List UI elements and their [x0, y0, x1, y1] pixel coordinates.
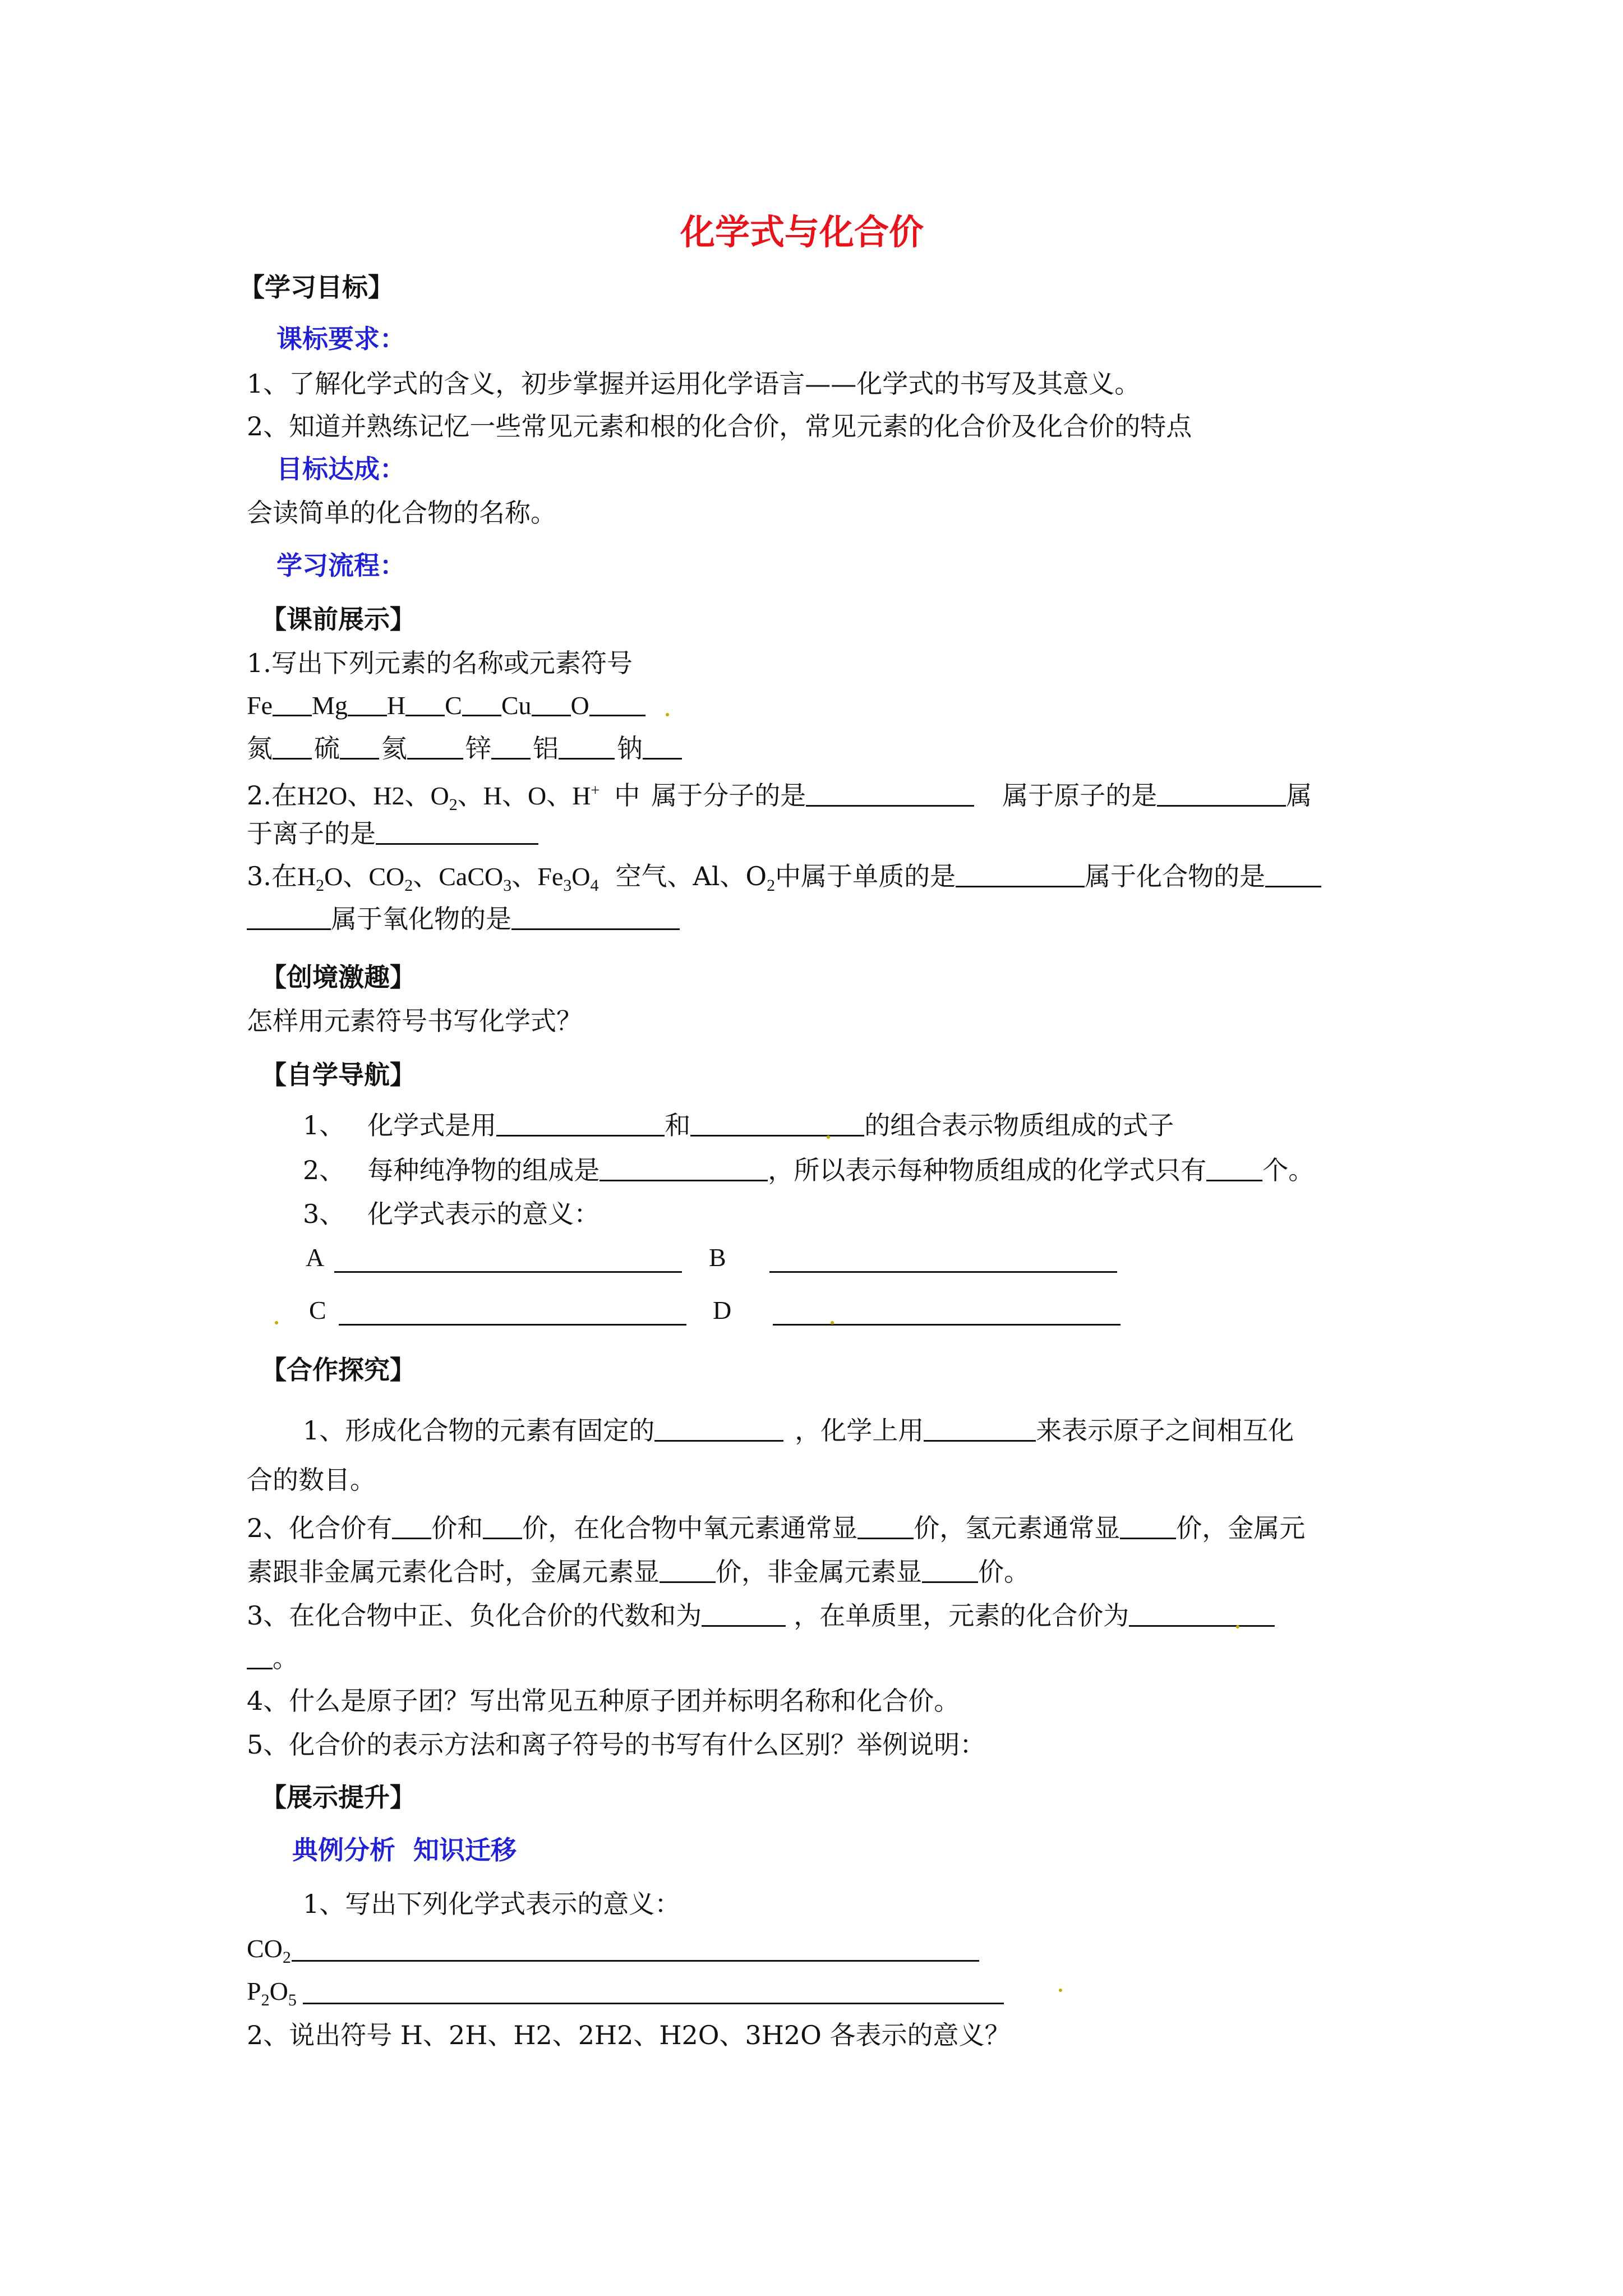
q3-oxide-label: 属于氧化物的是	[331, 904, 511, 934]
preview-q1: 1.写出下列元素的名称或元素符号	[247, 648, 633, 678]
co2-label	[247, 1932, 291, 1975]
show-q1: 1、写出下列化学式表示的意义：	[303, 1889, 681, 1919]
heading-show: 【展示提升】	[261, 1782, 416, 1812]
coop-2-blank-d[interactable]	[1120, 1513, 1176, 1539]
selfstudy-1-blank-b[interactable]	[690, 1110, 864, 1137]
q2-formula-list: H2O、H2、O	[297, 781, 449, 810]
meaning-a-blank[interactable]	[334, 1271, 682, 1273]
coop-2-b: 价和	[431, 1513, 483, 1543]
symbol-fe-blank[interactable]	[273, 690, 312, 716]
selfstudy-2-blank-b[interactable]	[1206, 1155, 1262, 1181]
meaning-d-blank[interactable]	[773, 1324, 1121, 1326]
coop-line-3b	[247, 1641, 298, 1675]
selfstudy-1-num: 1、	[303, 1110, 345, 1140]
symbol-h-blank[interactable]	[405, 690, 445, 716]
coop-2-blank-b[interactable]	[483, 1513, 522, 1539]
symbol-h: H	[386, 691, 406, 720]
symbol-cu-blank[interactable]	[532, 690, 571, 716]
q3-mid: 空气、Al、O	[615, 861, 767, 891]
q2-formula-rest: 、H、O、H	[457, 781, 591, 810]
coop-2-f: 素跟非金属元素化合时，金属元素显	[247, 1557, 660, 1587]
name-al: 铝	[533, 733, 559, 763]
selfstudy-2-blank-a[interactable]	[600, 1155, 768, 1181]
coop-3-blank-a[interactable]	[702, 1600, 786, 1627]
coop-1-blank-b[interactable]	[924, 1415, 1036, 1442]
symbol-c-blank[interactable]	[462, 690, 501, 716]
q2-ion-label-b: 于离子的是	[247, 818, 376, 849]
q2-molecule-label: 属于分子的是	[651, 780, 806, 811]
q2-atom-label: 属于原子的是	[1002, 780, 1158, 811]
q3-compound-blank-b[interactable]	[247, 904, 331, 930]
meaning-b-label: B	[709, 1243, 726, 1272]
selfstudy-1-blank-a[interactable]	[496, 1110, 665, 1137]
name-he: 氦	[381, 733, 407, 763]
scenario-text: 怎样用元素符号书写化学式？	[247, 1006, 582, 1036]
goal-item-2: 2、知道并熟练记忆一些常见元素和根的化合价，常见元素的化合价及化合价的特点	[247, 411, 1192, 441]
heading-preview: 【课前展示】	[261, 604, 416, 634]
name-s-blank[interactable]	[340, 733, 379, 760]
coop-2-c: 价，在化合物中氧元素通常显	[522, 1513, 858, 1543]
selfstudy-3-a: 化学式表示的意义：	[367, 1199, 600, 1229]
heading-selfstudy: 【自学导航】	[261, 1060, 416, 1090]
preview-q3-line2	[247, 902, 680, 936]
symbol-c: C	[445, 691, 462, 720]
coop-2-blank-f[interactable]	[922, 1557, 978, 1583]
q3-compound-blank-a[interactable]	[1265, 861, 1321, 887]
q3-subscript: 2	[767, 876, 776, 895]
coop-2-g: 价，非金属元素显	[716, 1557, 922, 1587]
coop-line-2	[247, 1511, 1305, 1545]
q3-element-label: 中属于单质的是	[775, 861, 956, 891]
heading-flow: 学习流程：	[276, 550, 405, 581]
symbol-o: O	[570, 691, 589, 720]
coop-3-blank-c[interactable]	[247, 1643, 273, 1669]
p2o5-o: O	[269, 1977, 288, 2005]
heading-coop: 【合作探究】	[261, 1355, 416, 1385]
selfstudy-2-b: ，所以表示每种物质组成的化学式只有	[768, 1155, 1207, 1185]
name-na-blank[interactable]	[643, 733, 682, 760]
element-names-row	[247, 731, 682, 765]
p2o5-label	[247, 1975, 297, 2017]
meaning-a-label: A	[306, 1243, 325, 1272]
q2-molecule-blank[interactable]	[806, 780, 974, 807]
coop-3-b: ，在单质里，元素的化合价为	[794, 1600, 1129, 1631]
preview-q3-line1	[247, 859, 1321, 903]
heading-curriculum: 课标要求：	[276, 324, 405, 354]
preview-q2-line2	[247, 817, 538, 850]
p2o5-sub-o: 5	[288, 1991, 297, 2009]
p2o5-sub-p: 2	[261, 1991, 270, 2009]
q2-ion-blank[interactable]	[376, 818, 538, 845]
coop-2-d: 价，氢元素通常显	[914, 1513, 1121, 1543]
show-q2: 2、说出符号 H、2H、H2、2H2、H2O、3H2O 各表示的意义？	[247, 2020, 1011, 2050]
name-zn: 锌	[465, 733, 491, 763]
p2o5-meaning-blank[interactable]	[303, 2003, 1004, 2004]
preview-q2-line1	[247, 774, 1312, 822]
heading-goals: 【学习目标】	[239, 272, 394, 302]
coop-1-blank-a[interactable]	[654, 1415, 783, 1442]
coop-2-h: 价。	[978, 1557, 1030, 1587]
coop-2-a: 2、化合价有	[247, 1513, 393, 1543]
co2-subscript: 2	[282, 1948, 291, 1967]
selfstudy-line-1	[303, 1108, 1174, 1142]
scan-dot	[831, 1321, 834, 1324]
scan-dot	[275, 1321, 278, 1324]
selfstudy-1-a: 化学式是用	[367, 1110, 497, 1140]
goal-item-1: 1、了解化学式的含义，初步掌握并运用化学语言——化学式的书写及其意义。	[247, 369, 1141, 399]
meaning-c-label: C	[309, 1296, 326, 1324]
coop-2-blank-a[interactable]	[392, 1513, 431, 1539]
page-title: 化学式与化合价	[680, 211, 924, 252]
scan-dot	[827, 1135, 830, 1139]
symbol-mg-blank[interactable]	[348, 690, 387, 716]
q2-prefix: 2.在	[247, 780, 297, 811]
p2o5-p: P	[247, 1977, 261, 2005]
q2-atom-blank[interactable]	[1157, 780, 1286, 807]
name-he-blank[interactable]	[407, 733, 463, 760]
q3-prefix: 3.在	[247, 861, 297, 891]
coop-line-4: 4、什么是原子团？写出常见五种原子团并标明名称和化合价。	[247, 1686, 960, 1716]
name-s: 硫	[314, 733, 340, 763]
name-n-blank[interactable]	[273, 733, 312, 760]
name-na: 钠	[617, 733, 643, 763]
achieve-text: 会读简单的化合物的名称。	[247, 498, 556, 528]
q2-subscript: 2	[449, 795, 458, 814]
selfstudy-line-3	[303, 1197, 600, 1231]
coop-1-b: ，化学上用	[795, 1415, 924, 1446]
q3-element-blank[interactable]	[956, 861, 1085, 887]
coop-3-blank-b[interactable]	[1129, 1600, 1275, 1627]
selfstudy-1-c: 的组合表示物质组成的式子	[864, 1110, 1174, 1140]
selfstudy-2-a: 每种纯净物的组成是	[367, 1155, 600, 1185]
selfstudy-3-num: 3、	[303, 1199, 345, 1229]
selfstudy-2-num: 2、	[303, 1155, 345, 1185]
co2-meaning-blank[interactable]	[292, 1960, 979, 1962]
name-zn-blank[interactable]	[491, 733, 531, 760]
selfstudy-1-b: 和	[665, 1110, 691, 1140]
coop-1-a: 1、形成化合物的元素有固定的	[303, 1415, 655, 1446]
coop-line-1b: 合的数目。	[247, 1465, 376, 1495]
element-symbols-row	[247, 689, 645, 723]
name-n: 氮	[247, 733, 273, 763]
q3-compound-label: 属于化合物的是	[1085, 861, 1266, 891]
q3-oxide-blank[interactable]	[511, 904, 680, 930]
symbol-mg: Mg	[312, 691, 348, 720]
heading-examples: 典例分析 知识迁移	[292, 1835, 517, 1865]
coop-2-blank-e[interactable]	[660, 1557, 716, 1583]
scan-dot	[1059, 1989, 1062, 1992]
meaning-d-label: D	[713, 1296, 732, 1324]
coop-3-c: 。	[273, 1643, 298, 1673]
coop-2-e: 价，金属元	[1176, 1513, 1306, 1543]
meaning-c-blank[interactable]	[339, 1324, 686, 1326]
q2-superscript: +	[591, 782, 600, 799]
coop-1-c: 来表示原子之间相互化	[1036, 1415, 1294, 1446]
coop-line-5: 5、化合价的表示方法和离子符号的书写有什么区别？举例说明：	[247, 1729, 986, 1760]
selfstudy-2-c: 个。	[1262, 1155, 1315, 1185]
symbol-cu: Cu	[501, 691, 532, 720]
symbol-fe: Fe	[247, 691, 273, 720]
scan-dot	[666, 713, 669, 716]
q2-mid: 中	[614, 780, 640, 811]
scan-dot	[1236, 1625, 1239, 1628]
coop-line-1	[303, 1414, 1294, 1447]
symbol-o-blank[interactable]	[589, 690, 645, 716]
co2-text: CO	[247, 1934, 283, 1963]
coop-3-a: 3、在化合物中正、负化合价的代数和为	[247, 1600, 702, 1631]
meaning-b-blank[interactable]	[769, 1271, 1117, 1273]
coop-line-3	[247, 1599, 1275, 1632]
coop-line-2b	[247, 1555, 1030, 1589]
q3-formula-list: $H_2O$、$CO_2$、CaCO$_3$、$Fe_3O_4$	[297, 862, 599, 895]
name-al-blank[interactable]	[559, 733, 615, 760]
heading-scenario: 【创境激趣】	[261, 962, 416, 992]
q2-ion-label-a: 属	[1286, 780, 1312, 811]
selfstudy-line-2	[303, 1153, 1314, 1187]
coop-2-blank-c[interactable]	[857, 1513, 914, 1539]
heading-achieve: 目标达成：	[276, 454, 405, 484]
